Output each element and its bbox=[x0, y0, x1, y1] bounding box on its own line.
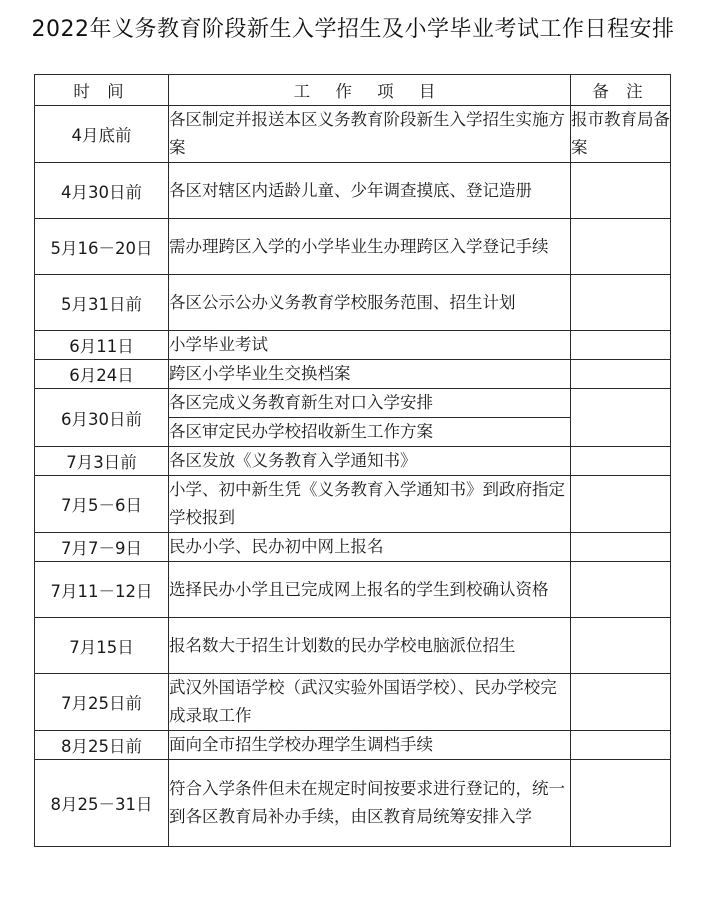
row-task: 各区审定民办学校招收新生工作方案 bbox=[169, 418, 571, 447]
row-time: 6月30日前 bbox=[35, 389, 169, 447]
row-note bbox=[571, 163, 671, 219]
table-row bbox=[35, 618, 671, 674]
table-row bbox=[35, 447, 671, 476]
table-row bbox=[35, 760, 671, 847]
row-time: 7月15日 bbox=[35, 618, 169, 674]
row-note bbox=[571, 331, 671, 360]
table-header-row bbox=[35, 75, 671, 106]
table-row bbox=[35, 331, 671, 360]
row-time: 5月31日前 bbox=[35, 275, 169, 331]
row-note bbox=[571, 760, 671, 847]
table-row bbox=[35, 360, 671, 389]
row-time: 7月11－12日 bbox=[35, 562, 169, 618]
row-task: 报名数大于招生计划数的民办学校电脑派位招生 bbox=[169, 618, 571, 674]
row-time: 4月30日前 bbox=[35, 163, 169, 219]
table-row bbox=[35, 106, 671, 163]
row-task: 小学、初中新生凭《义务教育入学通知书》到政府指定学校报到 bbox=[169, 476, 571, 533]
row-time: 7月5－6日 bbox=[35, 476, 169, 533]
header-note: 备 注 bbox=[571, 75, 671, 106]
table-row bbox=[35, 275, 671, 331]
row-note bbox=[571, 360, 671, 389]
row-task: 面向全市招生学校办理学生调档手续 bbox=[169, 731, 571, 760]
table-row bbox=[35, 533, 671, 562]
row-task: 各区对辖区内适龄儿童、少年调查摸底、登记造册 bbox=[169, 163, 571, 219]
row-note bbox=[571, 731, 671, 760]
row-time: 7月7－9日 bbox=[35, 533, 169, 562]
schedule-table bbox=[34, 74, 671, 847]
row-note bbox=[571, 674, 671, 731]
row-task: 选择民办小学且已完成网上报名的学生到校确认资格 bbox=[169, 562, 571, 618]
row-time: 4月底前 bbox=[35, 106, 169, 163]
page-title: 2022年义务教育阶段新生入学招生及小学毕业考试工作日程安排 bbox=[31, 17, 675, 42]
table-row bbox=[35, 163, 671, 219]
row-time: 6月11日 bbox=[35, 331, 169, 360]
row-task: 武汉外国语学校（武汉实验外国语学校）、民办学校完成录取工作 bbox=[169, 674, 571, 731]
row-task: 民办小学、民办初中网上报名 bbox=[169, 533, 571, 562]
row-task: 各区发放《义务教育入学通知书》 bbox=[169, 447, 571, 476]
row-time: 6月24日 bbox=[35, 360, 169, 389]
row-note bbox=[571, 618, 671, 674]
row-note bbox=[571, 275, 671, 331]
table-row bbox=[35, 219, 671, 275]
row-time: 7月25日前 bbox=[35, 674, 169, 731]
table-row bbox=[35, 731, 671, 760]
row-note bbox=[571, 389, 671, 447]
table-row bbox=[35, 674, 671, 731]
table-row bbox=[35, 562, 671, 618]
row-time: 5月16－20日 bbox=[35, 219, 169, 275]
header-time: 时 间 bbox=[35, 75, 169, 106]
row-task: 小学毕业考试 bbox=[169, 331, 571, 360]
row-note bbox=[571, 476, 671, 533]
row-task: 符合入学条件但未在规定时间按要求进行登记的，统一到各区教育局补办手续，由区教育局统筹安排入学 bbox=[169, 760, 571, 847]
row-task: 需办理跨区入学的小学毕业生办理跨区入学登记手续 bbox=[169, 219, 571, 275]
row-task: 各区完成义务教育新生对口入学安排 bbox=[169, 389, 571, 418]
row-time: 8月25－31日 bbox=[35, 760, 169, 847]
row-note bbox=[571, 447, 671, 476]
row-task: 跨区小学毕业生交换档案 bbox=[169, 360, 571, 389]
row-note bbox=[571, 562, 671, 618]
row-note: 报市教育局备案 bbox=[571, 106, 671, 163]
row-task: 各区制定并报送本区义务教育阶段新生入学招生实施方案 bbox=[169, 106, 571, 163]
row-note bbox=[571, 219, 671, 275]
row-time: 8月25日前 bbox=[35, 731, 169, 760]
row-task: 各区公示公办义务教育学校服务范围、招生计划 bbox=[169, 275, 571, 331]
header-task: 工 作 项 目 bbox=[169, 75, 571, 106]
table-row bbox=[35, 476, 671, 533]
row-note bbox=[571, 533, 671, 562]
table-row bbox=[35, 389, 671, 418]
row-time: 7月3日前 bbox=[35, 447, 169, 476]
